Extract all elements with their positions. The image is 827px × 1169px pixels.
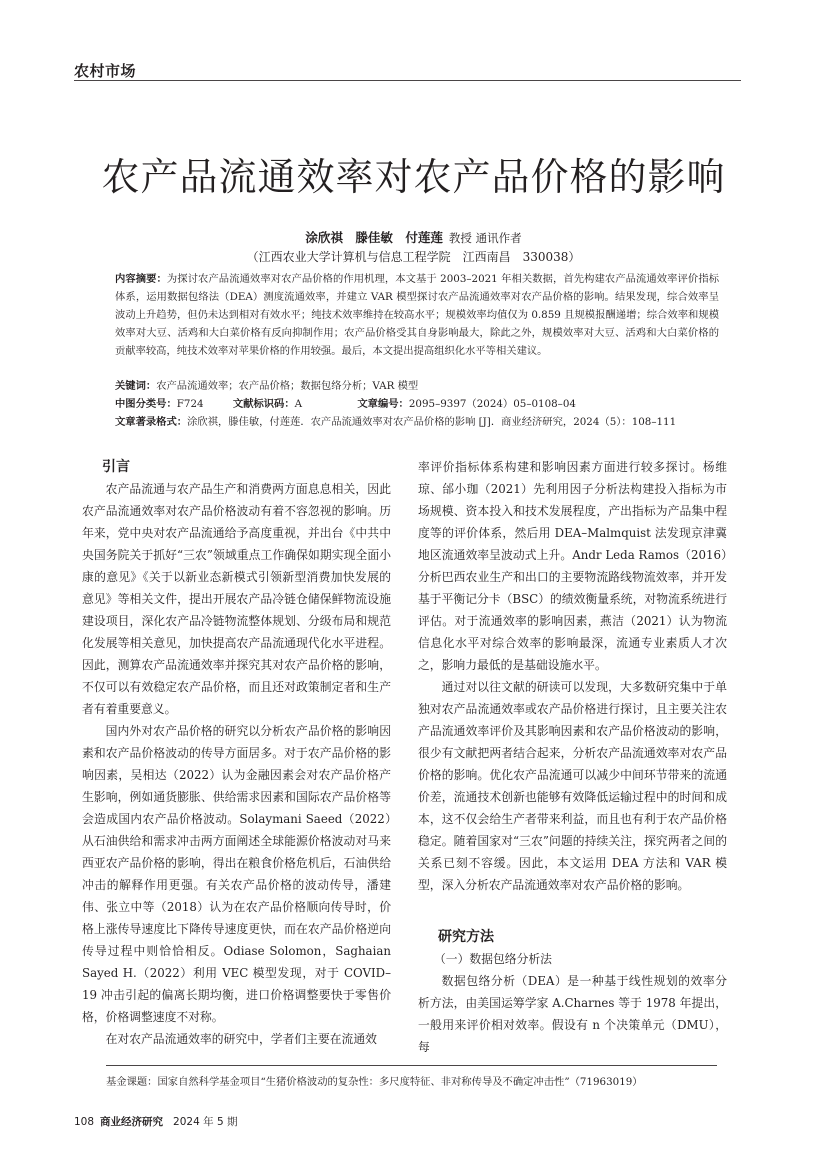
abstract [115,270,719,360]
article-no-label: 文章编号： [357,398,409,410]
keywords [115,377,719,395]
abstract-label: 内容摘要： [115,273,167,285]
body-paragraph: 国内外对农产品价格的研究以分析农产品价格的影响因素和农产品价格波动的传导方面居多。对于农产品价格的影响因素，吴相达（2022）认为金融因素会对农产品价格产生影响，例如通货膨胀、供给需求因素和国际农产品价格等会造成国内农产品价格波动。Solaymani Saeed（2022）从石油供给和需求冲击两方面阐述全球能源价格波动对马来西亚农产品价格的影响，得出在粮食价格危机后，石油供给冲击的解释作用更强。有关农产品价格的波动传导，潘建伟、张立中等（2018）认为在农产品价格顺向传导时，价格上涨传导速度比下降传导速度更快，而在农产品价格逆向传导过程中则恰恰相反。Odiase Solomon，Saghaian Sayed H.（2022）利用 VEC 模型发现，对于 COVID–19 冲击引起的偏离长期均衡，进口价格调整要快于零售价格，价格调整速度不对称。 [82,724,391,1024]
body-paragraph: 数据包络分析（DEA）是一种基于线性规划的效率分析方法，由美国运筹学家 A.Charnes 等于 1978 年提出，一般用来评价相对效率。假设有 n 个决策单元（DMU），每 [418,974,727,1054]
abstract-text: 为探讨农产品流通效率对农产品价格的作用机理，本文基于 2003–2021 年相关数据，首先构建农产品流通效率评价指标体系，运用数据包络法（DEA）测度流通效率，并建立 VAR 模型探讨农产品流通效率对农产品价格的影响。结果发现，综合效率呈波动上升趋势，但仍未达到相对有效水平；纯技术效率维持在较高水平；规模效率均值仅为 0.859 且规模报酬递增；综合效率和规模效率对大豆、活鸡和大白菜价格有反向抑制作用；农产品价格受其自身影响最大，除此之外，规模效率对大豆、活鸡和大白菜价格的贡献率较高，纯技术效率对苹果价格的作用较强。最后，本文提出提高组织化水平等相关建议。 [115,273,719,357]
clc-label: 中图分类号： [115,398,177,410]
methods-heading: 研究方法 [438,929,494,945]
intro-heading: 引言 [102,459,130,475]
header-rule [74,80,741,81]
clc-value: F724 [176,398,204,410]
article-title: 农产品流通效率对农产品价格的影响 [101,155,726,199]
doc-code-label: 文献标识码： [232,398,295,410]
citation [115,413,719,431]
keywords-label: 关键词： [115,380,157,392]
author-role: 教授 通讯作者 [448,231,522,245]
page-number: 108 [74,1116,95,1128]
citation-text: 涂欣祺，滕佳敏，付莲莲．农产品流通效率对农产品价格的影响 [J]．商业经济研究，2024（5）：108–111 [187,416,677,428]
doc-code-value: A [294,398,303,410]
methods-subheading: （一）数据包络分析法 [434,952,552,966]
classification-line [115,395,719,413]
article-no-value: 2095–9397（2024）05–0108–04 [408,398,576,410]
keywords-text: 农产品流通效率；农产品价格；数据包络分析；VAR 模型 [156,380,419,392]
author-names: 涂欣祺 滕佳敏 付莲莲 [305,230,443,245]
author-line [0,228,827,246]
left-column [82,456,391,1050]
issue: 2024 年 5 期 [173,1116,238,1128]
body-paragraph: 农产品流通与农产品生产和消费两方面息息相关，因此农产品流通效率对农产品价格波动有着不容忽视的影响。历年来，党中央对农产品流通给予高度重视，并出台《中共中央国务院关于抓好“三农”领域重点工作确保如期实现全面小康的意见》《关于以新业态新模式引领新型消费加快发展的意见》等相关文件，提出开展农产品冷链仓储保鲜物流设施建设项目，深化农产品冷链物流整体规划、分级布局和规范化发展等相关意见，加快提高农产品流通现代化水平进程。因此，测算农产品流通效率并探究其对农产品价格的影响，不仅可以有效稳定农产品价格，而且还对政策制定者和生产者有着重要意义。 [82,482,391,716]
body-paragraph: 在对农产品流通效率的研究中，学者们主要在流通效 [105,1032,377,1046]
page-footer [74,1114,237,1129]
citation-label: 文章著录格式： [115,416,188,428]
body-paragraph-continued: 率评价指标体系构建和影响因素方面进行较多探讨。杨维琼、邰小珈（2021）先利用因子分析法构建投入指标为市场规模、资本投入和技术发展程度，产出指标为产品集中程度等的评价体系，然后用 DEA–Malmquist 法发现京津冀地区流通效率呈波动式上升。Andr Leda Ramos（2016）分析巴西农业生产和出口的主要物流路线物流效率，并开发基于平衡记分卡（BSC）的绩效衡量系统，对物流系统进行评估。对于流通效率的影响因素，燕洁（2021）认为物流信息化水平对综合效率的影响最深，流通专业素质人才次之，影响力最低的是基础设施水平。 [418,460,727,672]
affiliation: （江西农业大学计算机与信息工程学院 江西南昌 330038） [246,250,581,264]
footnote-rule [106,1065,717,1066]
journal-name: 商业经济研究 [100,1116,164,1128]
funding-note: 基金课题：国家自然科学基金项目“生猪价格波动的复杂性：多尺度特征、非对称传导及不确定冲击性”（71963019） [106,1076,643,1088]
section-label: 农村市场 [74,62,137,80]
body-paragraph: 通过对以往文献的研读可以发现，大多数研究集中于单独对农产品流通效率或农产品价格进行探讨，且主要关注农产品流通效率评价及其影响因素和农产品价格波动的影响，很少有文献把两者结合起来，分析农产品流通效率对农产品价格的影响。优化农产品流通可以减少中间环节带来的流通价差，流通技术创新也能够有效降低运输过程中的时间和成本，这不仅会给生产者带来利益，而且也有利于农产品价格稳定。随着国家对“三农”问题的持续关注，探究两者之间的关系已刻不容缓。因此，本文运用 DEA 方法和 VAR 模型，深入分析农产品流通效率对农产品价格的影响。 [418,680,727,892]
right-column [418,456,727,1058]
